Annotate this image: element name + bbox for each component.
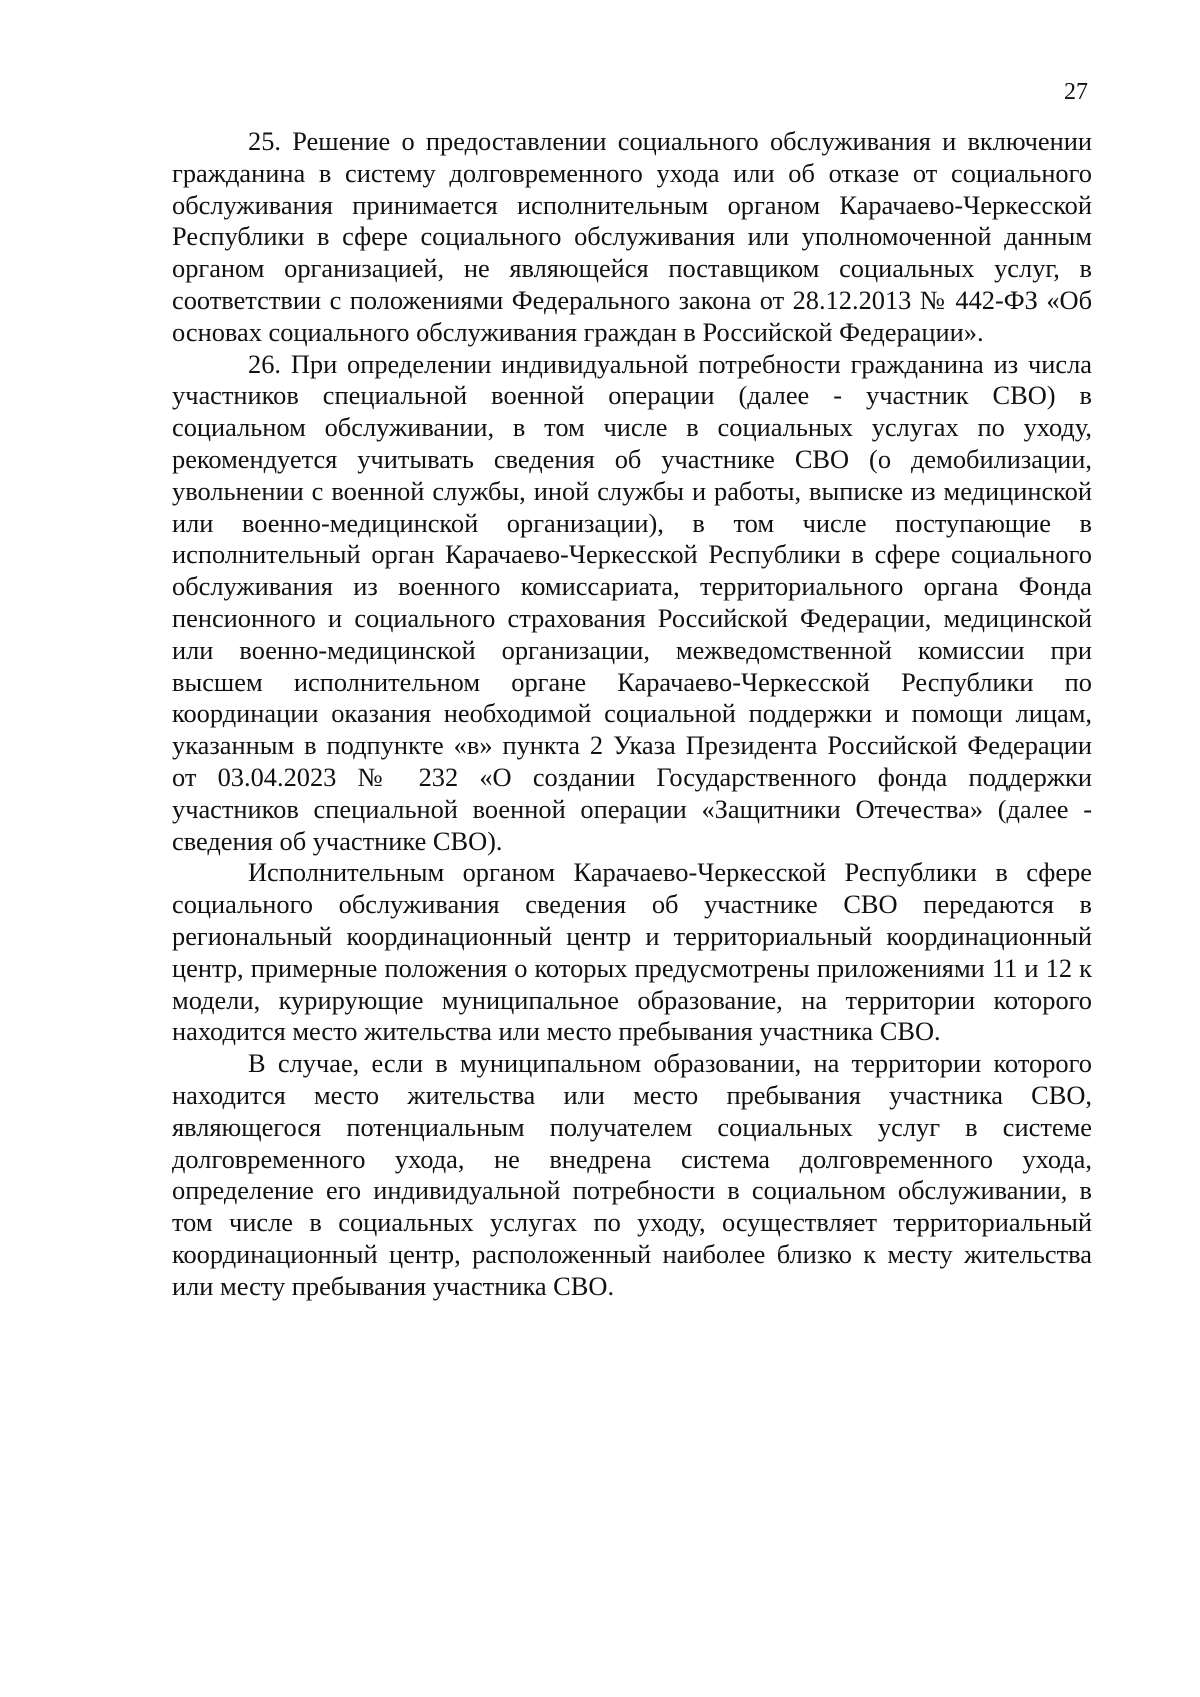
page-number: 27 <box>1064 79 1088 105</box>
paragraph-25: 25. Решение о предоставлении социального обслуживания и включении гражданина в систему долговременного ухода или об отказе от социального обслуживания принимается исполнительным органом Карачаево-Черкесской Республики в сфере социального обслуживания или уполномоченной данным органом организацией, не являющейся поставщиком социальных услуг, в соответствии с положениями Федерального закона от 28.12.2013 № 442-ФЗ «Об основах социального обслуживания граждан в Российской Федерации». <box>172 126 1092 347</box>
paragraph-26-case: В случае, если в муниципальном образовании, на территории которого находится место жительства или место пребывания участника СВО, являющегося потенциальным получателем социальных услуг в системе долговременного ухода, не внедрена система долговременного ухода, определение его индивидуальной потребности в социальном обслуживании, в том числе в социальных услугах по уходу, осуществляет территориальный координационный центр, расположенный наиболее близко к месту жительства или месту пребывания участника СВО. <box>172 1048 1092 1301</box>
paragraph-26: 26. При определении индивидуальной потребности гражданина из числа участников специальной военной операции (далее - участник СВО) в социальном обслуживании, в том числе в социальных услугах по уходу, рекомендуется учитывать сведения об участнике СВО (о демобилизации, увольнении с военной службы, иной службы и работы, выписке из медицинской или военно-медицинской организации), в том числе поступающие в исполнительный орган Карачаево-Черкесской Республики в сфере социального обслуживания из военного комиссариата, территориального органа Фонда пенсионного и социального страхования Российской Федерации, медицинской или военно-медицинской организации, межведомственной комиссии при высшем исполнительном органе Карачаево-Черкесской Республики по координации оказания необходимой социальной поддержки и помощи лицам, указанным в подпункте «в» пункта 2 Указа Президента Российской Федерации от 03.04.2023 № 232 «О создании Государственного фонда поддержки участников специальной военной операции «Защитники Отечества» (далее - сведения об участнике СВО). <box>172 348 1092 856</box>
paragraph-26-transfer: Исполнительным органом Карачаево-Черкесской Республики в сфере социального обслуживания сведения об участнике СВО передаются в региональный координационный центр и территориальный координационный центр, примерные положения о которых предусмотрены приложениями 11 и 12 к модели, курирующие муниципальное образование, на территории которого находится место жительства или место пребывания участника СВО. <box>172 857 1092 1047</box>
document-body <box>172 126 1092 1302</box>
